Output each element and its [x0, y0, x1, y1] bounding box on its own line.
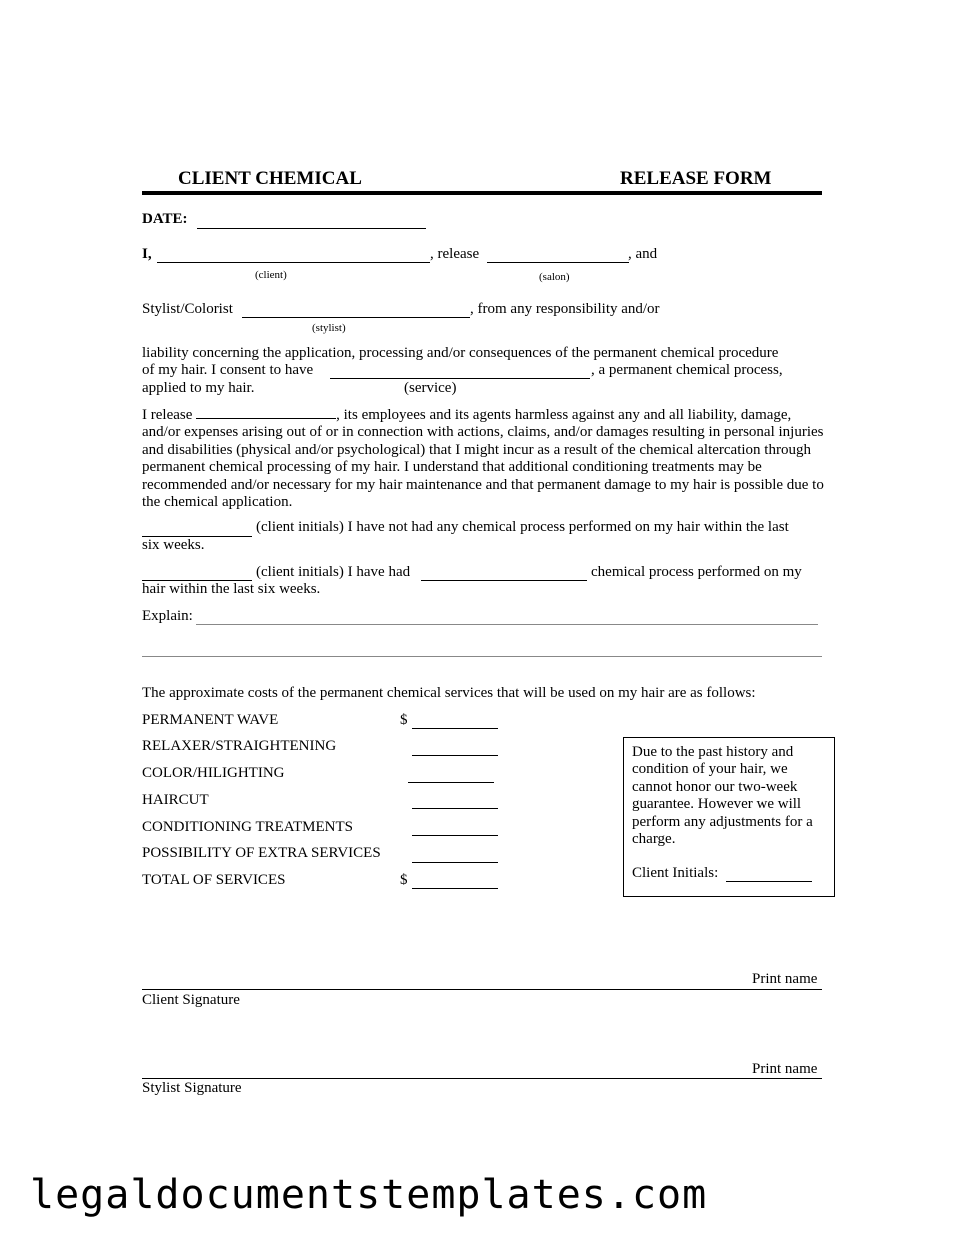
cost-dollar-sign: $: [400, 712, 408, 728]
title-left: CLIENT CHEMICAL: [178, 168, 362, 189]
cost-label-relaxer: RELAXER/STRAIGHTENING: [142, 738, 337, 754]
release-prefix: I,: [142, 246, 152, 262]
consent-line-2b: , a permanent chemical process,: [591, 362, 783, 378]
release-paragraph-text: , its employees and its agents harmless against any and all liability, damage, and/or expenses arising out of or in connection with actions, claims, and/or damages resulting in personal injuries and disabilities (physical and/or psychological) that I might incur as a result of the chemical altercation through permanent chemical processing of my hair. I understand that additional conditioning treatments may be recommended and/or necessary for my hair maintenance and that permanent damage to my hair is possible due to the chemical application.: [142, 407, 824, 511]
stylist-signature-field[interactable]: [142, 1078, 822, 1079]
cost-total-dollar-sign: $: [400, 872, 408, 888]
cost-label-extra-services: POSSIBILITY OF EXTRA SERVICES: [142, 845, 381, 861]
explain-field-1[interactable]: [196, 624, 818, 625]
guarantee-box: [623, 737, 835, 897]
stylist-name-field[interactable]: [242, 317, 470, 318]
cost-field-haircut[interactable]: [412, 808, 498, 809]
title-right: RELEASE FORM: [620, 168, 772, 189]
salon-name-field[interactable]: [487, 262, 629, 263]
client-signature-label: Client Signature: [142, 992, 240, 1008]
cost-field-permanent-wave[interactable]: [412, 728, 498, 729]
cost-field-total[interactable]: [412, 888, 498, 889]
cost-field-relaxer[interactable]: [412, 755, 498, 756]
initials-not-had-text: (client initials) I have not had any chemical process performed on my hair within the last: [256, 519, 789, 535]
stylist-print-name-label: Print name: [752, 1061, 818, 1077]
release-paragraph-lead: I release: [142, 407, 193, 423]
date-label: DATE:: [142, 211, 188, 227]
cost-label-conditioning: CONDITIONING TREATMENTS: [142, 819, 353, 835]
stylist-caption: (stylist): [312, 322, 346, 334]
consent-line-2a: of my hair. I consent to have: [142, 362, 314, 378]
release-mid: , release: [430, 246, 480, 262]
explain-field-2[interactable]: [142, 656, 822, 657]
release-paragraph: [142, 406, 832, 511]
client-caption: (client): [255, 269, 287, 281]
cost-label-permanent-wave: PERMANENT WAVE: [142, 712, 279, 728]
stylist-signature-label: Stylist Signature: [142, 1080, 242, 1096]
client-name-field[interactable]: [157, 262, 430, 263]
salon-caption: (salon): [539, 271, 570, 283]
service-field[interactable]: [330, 378, 590, 379]
header-rule: [142, 191, 822, 195]
guarantee-initials-label: Client Initials:: [632, 865, 719, 881]
cost-label-haircut: HAIRCUT: [142, 792, 209, 808]
chemical-process-field[interactable]: [421, 580, 587, 581]
watermark-text: legaldocumentstemplates.com: [30, 1172, 708, 1218]
cost-label-color: COLOR/HILIGHTING: [142, 765, 285, 781]
cost-field-extra-services[interactable]: [412, 862, 498, 863]
cost-field-conditioning[interactable]: [412, 835, 498, 836]
release-suffix: , and: [628, 246, 658, 262]
cost-label-total: TOTAL OF SERVICES: [142, 872, 286, 888]
date-field[interactable]: [197, 228, 426, 229]
service-caption: (service): [404, 380, 457, 396]
initials-had-text-a: (client initials) I have had: [256, 564, 411, 580]
initials-had-text-b: chemical process performed on my: [591, 564, 802, 580]
costs-intro: The approximate costs of the permanent chemical services that will be used on my hair are as follows:: [142, 685, 756, 701]
initials-not-had-text-2: six weeks.: [142, 537, 205, 553]
stylist-suffix: , from any responsibility and/or: [470, 301, 660, 317]
client-print-name-label: Print name: [752, 971, 818, 987]
cost-field-color[interactable]: [408, 782, 494, 783]
guarantee-initials-field[interactable]: [726, 881, 812, 882]
explain-label: Explain:: [142, 608, 193, 624]
client-signature-field[interactable]: [142, 989, 822, 990]
initials-had-text-c: hair within the last six weeks.: [142, 581, 321, 597]
consent-line-1: liability concerning the application, processing and/or consequences of the permanent chemical procedure: [142, 345, 779, 361]
release-salon-field[interactable]: [196, 406, 336, 419]
guarantee-text: Due to the past history and condition of your hair, we cannot honor our two-week guarantee. However we will perform any adjustments for a charge.: [632, 744, 813, 848]
consent-line-3: applied to my hair.: [142, 380, 255, 396]
stylist-label: Stylist/Colorist: [142, 301, 233, 317]
